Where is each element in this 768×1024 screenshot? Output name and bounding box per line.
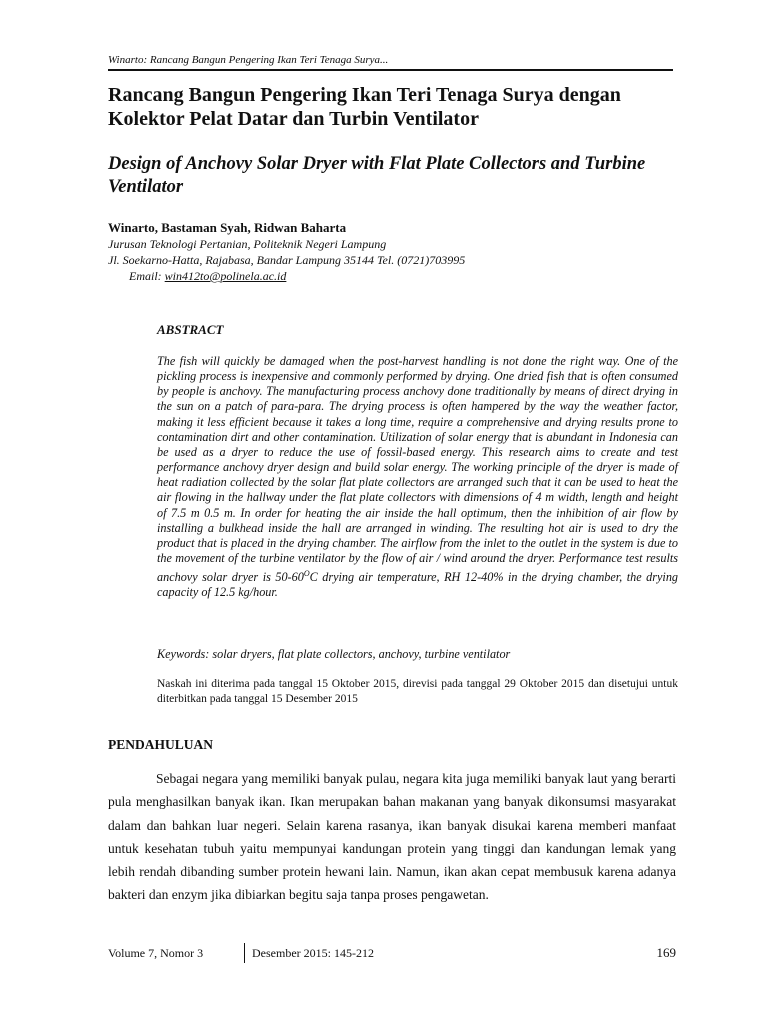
email-link[interactable]: win412to@polinela.ac.id	[164, 269, 287, 283]
footer-volume: Volume 7, Nomor 3	[108, 946, 204, 960]
affiliation-email-line	[108, 268, 673, 284]
temperature-superscript: O	[303, 569, 310, 579]
header-rule	[108, 69, 673, 71]
affiliation-institution: Jurusan Teknologi Pertanian, Politeknik Negeri Lampung	[108, 237, 387, 251]
author-list: Winarto, Bastaman Syah, Ridwan Baharta	[108, 220, 347, 235]
introduction-paragraph: Sebagai negara yang memiliki banyak pulau, negara kita juga memiliki banyak laut yang berarti pula menghasilkan banyak ikan. Ikan merupakan bahan makanan yang banyak dikonsumsi masyarakat dalam dan bahkan luar negeri. Selain karena rasanya, ikan banyak disukai karena memberi manfaat untuk kesehatan tubuh yaitu mempunyai kandungan protein yang tinggi dan kandungan lemak yang lebih rendah dibanding sumber protein hewani lain. Namun, ikan akan cepat membusuk karena adanya bakteri dan enzym jika dibiarkan begitu saja tanpa proses pengawetan.	[108, 771, 676, 903]
affiliation-address: Jl. Soekarno-Hatta, Rajabasa, Bandar Lampung 35144 Tel. (0721)703995	[108, 253, 466, 267]
section-heading-introduction: PENDAHULUAN	[108, 737, 214, 752]
email-label: Email:	[129, 269, 165, 283]
abstract-text: The fish will quickly be damaged when the post-harvest handling is not done the right way. One of the pickling process is inexpensive and commonly performed by drying. One dried fish that is often consumed by people is anchovy. The manufacturing process anchovy done traditionally by means of direct drying in the sun on a patch of para-para. The drying process is often hampered by the way the weather factor, making it less efficient because it takes a long time, require a comprehensive and drying results prone to contamination dirt and other contamination. Utilization of solar energy that is abundant in Indonesia can be used as a dryer to reduce the use of fossil-based energy. This research aims to create and test performance anchovy dryer design and build solar energy. The working principle of the dryer is made of heat radiation collected by the solar flat plate collectors are arranged such that it can be used to heat the air flowing in the hallway under the flat plate collectors with dimensions of 4 m width, length and height of 7.5 m 0.5 m. In order for heating the air inside the hall optimum, then the inhibition of air flow by installing a bulkhead inside the hall are arranged in winding. The resulting hot air is used to dry the product that is placed in the drying chamber. The airflow from the inlet to the outlet in the system is due to the movement of the turbine ventilator by the flow of air / wind around the dryer. Performance test results anchovy solar dryer is 50-60	[157, 354, 678, 585]
footer-separator	[244, 943, 245, 963]
submission-dates: Naskah ini diterima pada tanggal 15 Oktober 2015, direvisi pada tanggal 29 Oktober 2015 dan disetujui untuk diterbitkan pada tanggal 15 Desember 2015	[157, 678, 678, 705]
affiliation	[108, 236, 673, 284]
paper-title-english: Design of Anchovy Solar Dryer with Flat Plate Collectors and Turbine Ventilator	[108, 154, 646, 197]
paper-title-indonesian: Rancang Bangun Pengering Ikan Teri Tenaga Surya dengan Kolektor Pelat Datar dan Turbin Ventilator	[108, 84, 621, 130]
abstract-body	[157, 354, 678, 601]
abstract-heading: ABSTRACT	[157, 322, 224, 337]
abstract-text-tail: C drying air temperature, RH 12-40% in the drying chamber, the drying capacity of 12.5 kg/hour.	[157, 570, 679, 600]
keywords: Keywords: solar dryers, flat plate collectors, anchovy, turbine ventilator	[157, 647, 511, 661]
page-number: 169	[656, 945, 676, 960]
running-head: Winarto: Rancang Bangun Pengering Ikan Teri Tenaga Surya...	[108, 54, 389, 66]
footer-issue-date: Desember 2015: 145-212	[252, 946, 374, 960]
